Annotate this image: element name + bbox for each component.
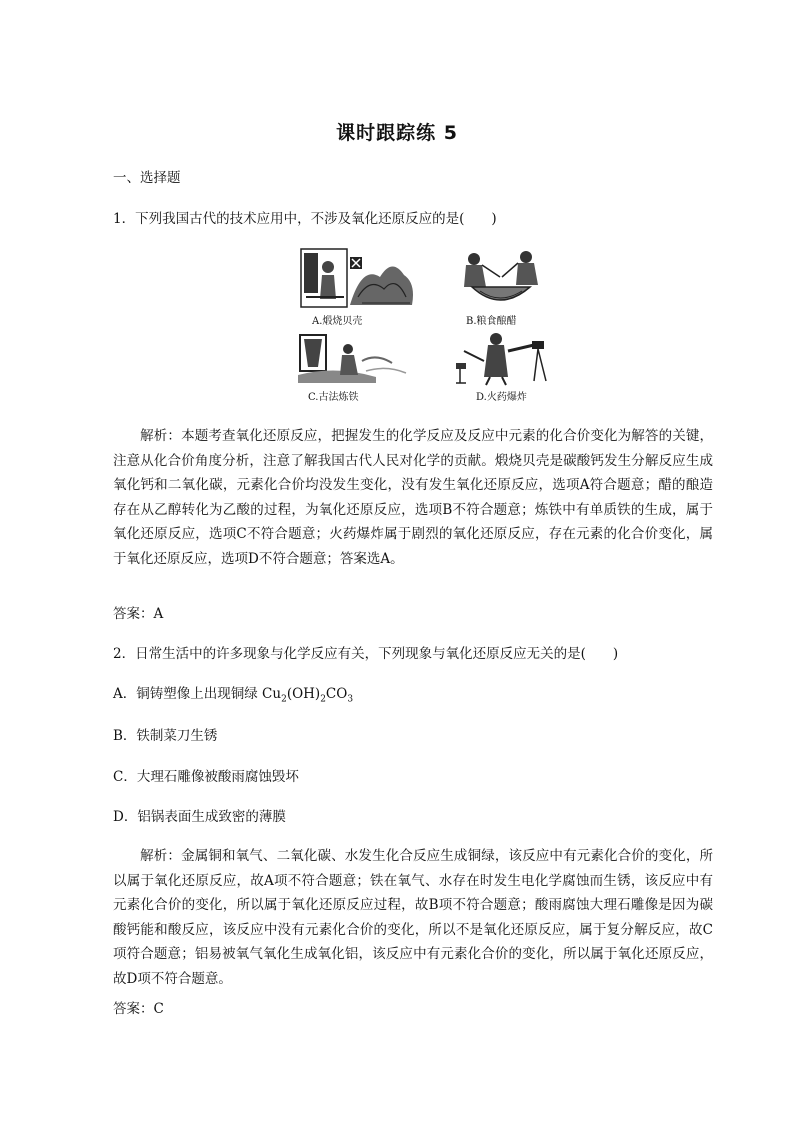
figure-a-caption: A.煅烧贝壳 <box>312 316 363 327</box>
option-a-formula-mid: (OH) <box>286 686 321 702</box>
figure-b-caption: B.粮食酿醋 <box>466 316 517 327</box>
option-a-sub-2: 2 <box>320 694 326 705</box>
question-2-analysis <box>113 844 713 991</box>
option-a-sub-3: 3 <box>347 694 354 705</box>
question-2-option-a <box>113 682 353 705</box>
question-2-stem: 2．日常生活中的许多现象与化学反应有关，下列现象与氧化还原反应无关的是( ) <box>113 646 619 662</box>
question-1-answer: 答案：A <box>113 606 164 622</box>
question-2-option-c: C．大理石雕像被酸雨腐蚀毁坏 <box>113 769 299 785</box>
figure-c-caption: C.古法炼铁 <box>308 392 359 403</box>
option-a-text: A．铜铸塑像上出现铜绿 Cu <box>113 686 282 702</box>
question-1-analysis-text: 解析：本题考查氧化还原反应，把握发生的化学反应及反应中元素的化合价变化为解答的关键，注意从化合价角度分析，注意了解我国古代人民对化学的贡献。煅烧贝壳是碳酸钙发生分解反应生成氧化钙和二氧化碳，元素化合价均没发生变化，没有发生氧化还原反应，选项A符合题意；醋的酿造存在从乙醇转化为乙酸的过程，为氧化还原反应，选项B不符合题意；炼铁中有单质铁的生成，属于氧化还原反应，选项C不符合题意；火药爆炸属于剧烈的氧化还原反应，存在元素的化合价变化，属于氧化还原反应，选项D不符合题意；答案选A。 <box>113 428 713 567</box>
question-2-answer: 答案：C <box>113 1001 164 1017</box>
question-1-stem: 1．下列我国古代的技术应用中，不涉及氧化还原反应的是( ) <box>113 211 497 227</box>
question-2-option-d: D．铝锅表面生成致密的薄膜 <box>113 809 286 825</box>
figure-d-caption: D.火药爆炸 <box>476 392 527 403</box>
option-a-formula-end: CO <box>325 686 348 702</box>
question-2-analysis-text: 解析：金属铜和氧气、二氧化碳、水发生化合反应生成铜绿，该反应中有元素化合价的变化，所以属于氧化还原反应，故A项不符合题意；铁在氧气、水存在时发生电化学腐蚀而生锈，该反应中有元素化合价的变化，所以属于氧化还原反应过程，故B项不符合题意；酸雨腐蚀大理石雕像是因为碳酸钙能和酸反应，该反应中没有元素化合价的变化，所以不是氧化还原反应，属于复分解反应，故C项符合题意；铝易被氧气氧化生成氧化铝，该反应中有元素化合价的变化，所以属于氧化还原反应，故D项不符合题意。 <box>113 848 713 987</box>
option-a-sub-1: 2 <box>281 694 287 705</box>
section-heading: 一、选择题 <box>113 170 181 186</box>
question-1-analysis <box>113 424 713 571</box>
question-2-option-b: B．铁制菜刀生锈 <box>113 728 218 744</box>
page-title: 课时跟踪练 5 <box>336 122 458 144</box>
question-1-figure <box>296 245 550 407</box>
